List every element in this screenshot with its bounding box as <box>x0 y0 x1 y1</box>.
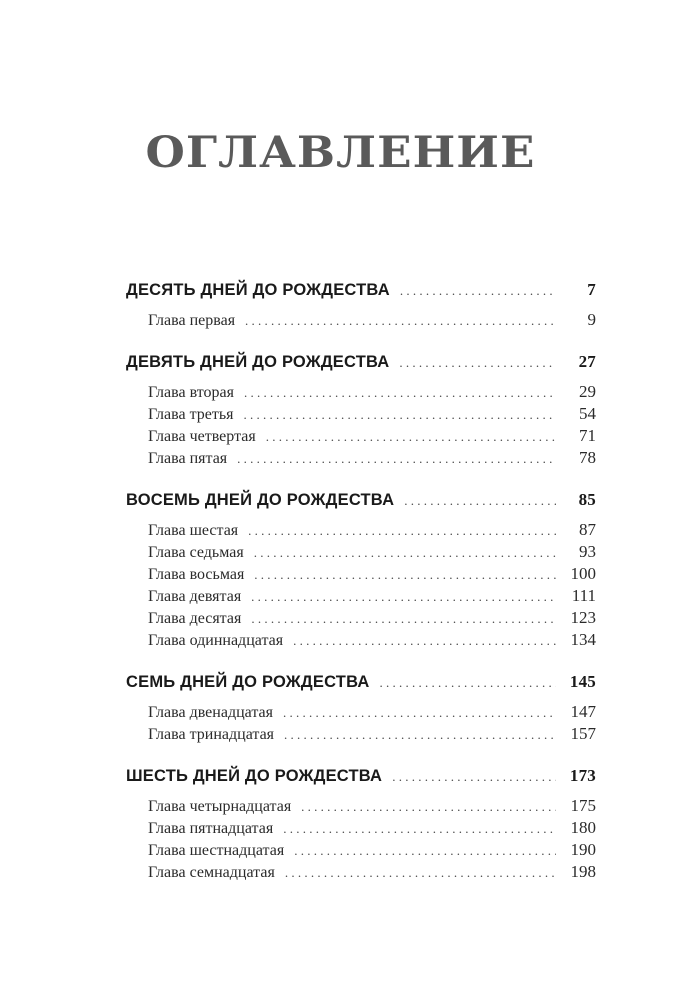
chapter-page-number: 134 <box>570 630 596 649</box>
part-page-number: 7 <box>587 280 596 299</box>
toc-chapter-entry[interactable] <box>126 520 596 542</box>
dot-leader <box>301 799 556 815</box>
toc-part-entry[interactable] <box>126 672 596 702</box>
dot-leader <box>254 567 556 583</box>
toc-section <box>126 672 596 746</box>
chapter-page-number: 175 <box>570 796 596 815</box>
page-title: ОГЛАВЛЕНИЕ <box>145 128 536 178</box>
dot-leader <box>248 523 556 539</box>
chapter-title: Глава семнадцатая <box>148 864 275 881</box>
toc-chapter-entry[interactable] <box>126 608 596 630</box>
dot-leader <box>400 283 556 299</box>
toc-chapter-entry[interactable] <box>126 310 596 332</box>
toc-section <box>126 280 596 332</box>
dot-leader <box>244 407 556 423</box>
toc-chapter-entry[interactable] <box>126 404 596 426</box>
dot-leader <box>283 705 556 721</box>
dot-leader <box>237 451 556 467</box>
chapter-title: Глава третья <box>148 406 234 423</box>
part-title: ШЕСТЬ ДНЕЙ ДО РОЖДЕСТВА <box>126 767 383 785</box>
chapter-page-number: 190 <box>570 840 596 859</box>
chapter-page-number: 78 <box>579 448 596 467</box>
toc-chapter-entry[interactable] <box>126 840 596 862</box>
chapter-title: Глава девятая <box>148 588 242 605</box>
dot-leader <box>254 545 556 561</box>
dot-leader <box>251 611 556 627</box>
chapter-title: Глава шестнадцатая <box>148 842 285 859</box>
dot-leader <box>266 429 556 445</box>
chapter-page-number: 123 <box>570 608 596 627</box>
toc-chapter-entry[interactable] <box>126 586 596 608</box>
chapter-title: Глава одиннадцатая <box>148 632 284 649</box>
part-title: ДЕВЯТЬ ДНЕЙ ДО РОЖДЕСТВА <box>126 353 390 371</box>
chapter-page-number: 93 <box>579 542 596 561</box>
chapter-title: Глава шестая <box>148 522 239 539</box>
toc-part-entry[interactable] <box>126 352 596 382</box>
toc-section <box>126 352 596 470</box>
dot-leader <box>379 675 556 691</box>
chapter-title: Глава восьмая <box>148 566 245 583</box>
dot-leader <box>284 727 556 743</box>
toc-chapter-entry[interactable] <box>126 542 596 564</box>
toc-chapter-entry[interactable] <box>126 564 596 586</box>
chapter-title: Глава пятнадцатая <box>148 820 274 837</box>
chapter-title: Глава десятая <box>148 610 242 627</box>
table-of-contents <box>126 280 596 904</box>
toc-part-entry[interactable] <box>126 766 596 796</box>
chapter-title: Глава четырнадцатая <box>148 798 292 815</box>
chapter-page-number: 29 <box>579 382 596 401</box>
toc-part-entry[interactable] <box>126 490 596 520</box>
dot-leader <box>244 385 556 401</box>
toc-chapter-entry[interactable] <box>126 796 596 818</box>
dot-leader <box>251 589 556 605</box>
part-page-number: 27 <box>578 352 596 371</box>
chapter-page-number: 87 <box>579 520 596 539</box>
part-title: ДЕСЯТЬ ДНЕЙ ДО РОЖДЕСТВА <box>126 281 390 299</box>
dot-leader <box>399 355 556 371</box>
dot-leader <box>294 843 556 859</box>
chapter-page-number: 180 <box>570 818 596 837</box>
chapter-page-number: 198 <box>570 862 596 881</box>
toc-section <box>126 490 596 652</box>
chapter-page-number: 111 <box>571 586 596 605</box>
dot-leader <box>392 769 556 785</box>
part-page-number: 85 <box>578 490 596 509</box>
toc-chapter-entry[interactable] <box>126 818 596 840</box>
dot-leader <box>285 865 556 881</box>
toc-chapter-entry[interactable] <box>126 630 596 652</box>
dot-leader <box>283 821 556 837</box>
part-title: СЕМЬ ДНЕЙ ДО РОЖДЕСТВА <box>126 673 370 691</box>
chapter-title: Глава четвертая <box>148 428 256 445</box>
toc-chapter-entry[interactable] <box>126 382 596 404</box>
toc-chapter-entry[interactable] <box>126 862 596 884</box>
chapter-title: Глава вторая <box>148 384 234 401</box>
toc-section <box>126 766 596 884</box>
toc-chapter-entry[interactable] <box>126 702 596 724</box>
chapter-title: Глава двенадцатая <box>148 704 273 721</box>
chapter-page-number: 147 <box>570 702 596 721</box>
dot-leader <box>404 493 556 509</box>
chapter-page-number: 71 <box>579 426 596 445</box>
chapter-page-number: 9 <box>587 310 596 329</box>
dot-leader <box>245 313 556 329</box>
chapter-title: Глава пятая <box>148 450 228 467</box>
toc-part-entry[interactable] <box>126 280 596 310</box>
chapter-title: Глава первая <box>148 312 236 329</box>
chapter-page-number: 54 <box>579 404 596 423</box>
part-page-number: 173 <box>569 766 596 785</box>
chapter-page-number: 157 <box>570 724 596 743</box>
part-title: ВОСЕМЬ ДНЕЙ ДО РОЖДЕСТВА <box>126 491 395 509</box>
chapter-title: Глава седьмая <box>148 544 244 561</box>
chapter-page-number: 100 <box>570 564 596 583</box>
dot-leader <box>293 633 556 649</box>
toc-chapter-entry[interactable] <box>126 448 596 470</box>
toc-chapter-entry[interactable] <box>126 426 596 448</box>
toc-chapter-entry[interactable] <box>126 724 596 746</box>
chapter-title: Глава тринадцатая <box>148 726 275 743</box>
part-page-number: 145 <box>569 672 596 691</box>
